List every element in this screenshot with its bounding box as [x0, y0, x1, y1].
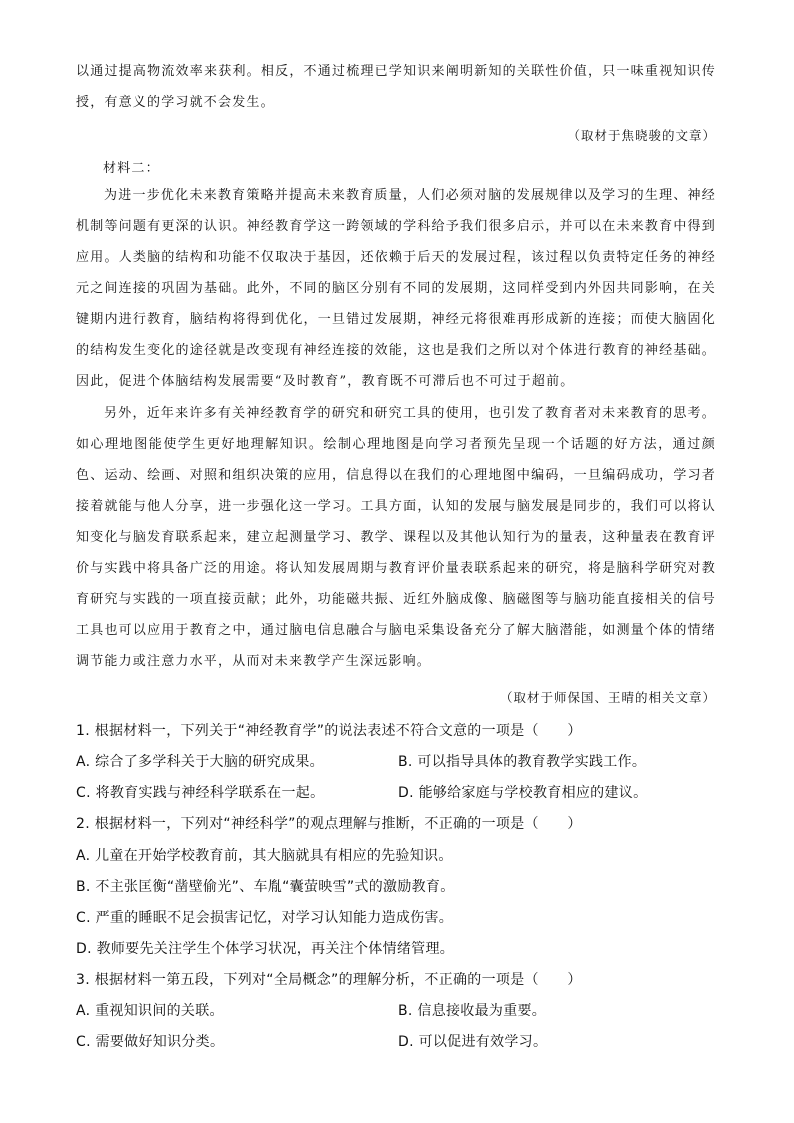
material2-paragraph-2: 另外，近年来许多有关神经教育学的研究和研究工具的使用，也引发了教育者对未来教育的思考。如心理地图能使学生更好地理解知识。绘制心理地图是向学习者预先呈现一个话题的好方法，通过颜色、运动、绘画、对照和组织决策的应用，信息得以在我们的心理地图中编码，一旦编码成功，学习者接着就能与他人分享，进一步强化这一学习。工具方面，认知的发展与脑发展是同步的，我们可以将认知变化与脑发育联系起来，建立起测量学习、教学、课程以及其他认知行为的量表，这种量表在教育评价与实践中将具备广泛的用途。将认知发展周期与教育评价量表联系起来的研究，将是脑科学研究对教育研究与实践的一项直接贡献；此外，功能磁共振、近红外脑成像、脑磁图等与脑功能直接相关的信号工具也可以应用于教育之中，通过脑电信息融合与脑电采集设备充分了解大脑潜能，如测量个体的情绪调节能力或注意力水平，从而对未来教学产生深远影响。 [76, 406, 716, 669]
question-1-option-c[interactable]: C. 将教育实践与神经科学联系在一起。 [76, 785, 325, 801]
material2-source: （取材于师保国、王晴的相关文章） [499, 690, 716, 705]
question-2-stem: 2. 根据材料一，下列对“神经科学”的观点理解与推断，不正确的一项是（ ） [76, 816, 582, 832]
material2-paragraph-1: 为进一步优化未来教育策略并提高未来教育质量，人们必须对脑的发展规律以及学习的生理、神经机制等问题有更深的认识。神经教育学这一跨领域的学科给予我们很多启示，并可以在未来教育中得到应用。人类脑的结构和功能不仅取决于基因，还依赖于后天的发展过程，该过程以负责特定任务的神经元之间连接的巩固为基础。此外，不同的脑区分别有不同的发展期，这同样受到内外因共同影响，在关键期内进行教育，脑结构将得到优化，一旦错过发展期，神经元将很难再形成新的连接；而使大脑固化的结构发生变化的途径就是改变现有神经连接的效能，这也是我们之所以对个体进行教育的神经基础。因此，促进个体脑结构发展需要“及时教育”，教育既不可滞后也不可过于超前。 [76, 188, 716, 389]
question-3-stem: 3. 根据材料一第五段，下列对“全局概念”的理解分析，不正确的一项是（ ） [76, 972, 582, 988]
question-1-option-b[interactable]: B. 可以指导具体的教育教学实践工作。 [398, 754, 647, 770]
question-3-option-c[interactable]: C. 需要做好知识分类。 [76, 1034, 225, 1050]
question-3-option-a[interactable]: A. 重视知识间的关联。 [76, 1003, 224, 1019]
question-3-option-d[interactable]: D. 可以促进有效学习。 [398, 1034, 548, 1050]
question-3-option-b[interactable]: B. 信息接收最为重要。 [398, 1003, 547, 1019]
question-1-option-a[interactable]: A. 综合了多学科关于大脑的研究成果。 [76, 754, 324, 770]
question-2-option-b[interactable]: B. 不主张匡衡“凿壁偷光”、车胤“囊萤映雪”式的激励教育。 [76, 879, 455, 895]
question-1-stem: 1. 根据材料一，下列关于“神经教育学”的说法表述不符合文意的一项是（ ） [76, 723, 582, 739]
question-2-option-a[interactable]: A. 儿童在开始学校教育前，其大脑就具有相应的先验知识。 [76, 848, 453, 864]
question-2-option-d[interactable]: D. 教师要先关注学生个体学习状况，再关注个体情绪管理。 [76, 941, 455, 957]
material2-label: 材料二： [103, 161, 160, 176]
material1-source: （取材于焦晓骏的文章） [567, 128, 716, 143]
material1-tail-paragraph: 以通过提高物流效率来获利。相反，不通过梳理已学知识来阐明新知的关联性价值，只一味重视知识传授，有意义的学习就不会发生。 [76, 64, 716, 110]
question-2-option-c[interactable]: C. 严重的睡眠不足会损害记忆，对学习认知能力造成伤害。 [76, 910, 454, 926]
question-1-option-d[interactable]: D. 能够给家庭与学校教育相应的建议。 [398, 785, 648, 801]
